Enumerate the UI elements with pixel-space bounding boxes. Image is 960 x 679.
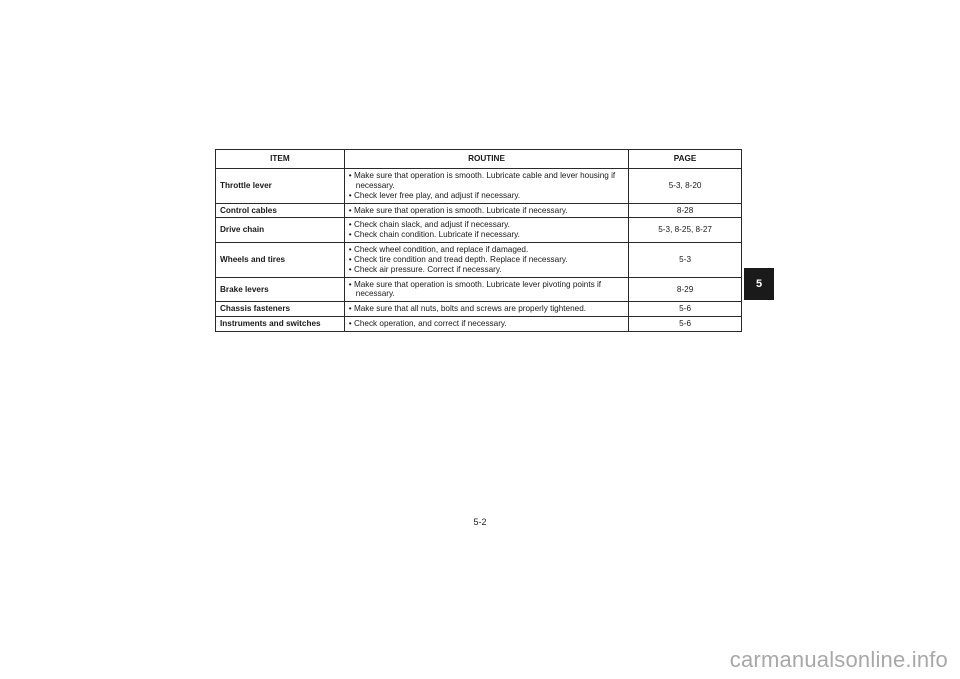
table-row <box>216 169 742 204</box>
table-row <box>216 317 742 332</box>
routine-line: • Check wheel condition, and replace if damaged. <box>348 245 529 255</box>
routine-cell <box>344 218 628 243</box>
table-row <box>216 302 742 317</box>
page-ref-cell: 8-28 <box>629 203 742 218</box>
page-ref-cell: 8-29 <box>629 277 742 302</box>
page-ref-cell: 5-3, 8-25, 8-27 <box>629 218 742 243</box>
table-row <box>216 218 742 243</box>
routine-cell <box>344 277 628 302</box>
maintenance-table <box>215 149 742 332</box>
routine-line: • Check chain condition. Lubricate if necessary. <box>348 230 520 240</box>
item-cell: Control cables <box>216 203 345 218</box>
routine-cell <box>344 302 628 317</box>
routine-cell <box>344 203 628 218</box>
page-ref-cell: 5-6 <box>629 302 742 317</box>
routine-line: • Make sure that operation is smooth. Lubricate cable and lever housing if necessary. <box>348 171 616 190</box>
routine-line: • Make sure that all nuts, bolts and screws are properly tightened. <box>348 304 587 314</box>
item-cell: Wheels and tires <box>216 243 345 278</box>
item-cell: Brake levers <box>216 277 345 302</box>
routine-cell <box>344 317 628 332</box>
item-cell: Chassis fasteners <box>216 302 345 317</box>
table-header-row <box>216 150 742 169</box>
header-page: PAGE <box>629 150 742 169</box>
routine-line: • Check chain slack, and adjust if necessary. <box>348 220 510 230</box>
page-ref-cell: 5-6 <box>629 317 742 332</box>
table-row <box>216 243 742 278</box>
routine-line: • Check operation, and correct if necessary. <box>348 319 507 329</box>
routine-line: • Check lever free play, and adjust if necessary. <box>348 190 521 200</box>
routine-line: • Check air pressure. Correct if necessary. <box>348 264 502 274</box>
routine-cell <box>344 243 628 278</box>
routine-cell <box>344 169 628 204</box>
table-row <box>216 203 742 218</box>
page-ref-cell: 5-3 <box>629 243 742 278</box>
routine-line: • Make sure that operation is smooth. Lubricate if necessary. <box>348 205 568 215</box>
page-number: 5-2 <box>473 517 487 527</box>
header-item: ITEM <box>216 150 345 169</box>
item-cell: Throttle lever <box>216 169 345 204</box>
item-cell: Drive chain <box>216 218 345 243</box>
chapter-tab: 5 <box>744 268 774 300</box>
header-routine: ROUTINE <box>344 150 628 169</box>
routine-line: • Check tire condition and tread depth. Replace if necessary. <box>348 254 568 264</box>
page-ref-cell: 5-3, 8-20 <box>629 169 742 204</box>
item-cell: Instruments and switches <box>216 317 345 332</box>
routine-line: • Make sure that operation is smooth. Lubricate lever pivoting points if necessary. <box>348 279 602 299</box>
table-row <box>216 277 742 302</box>
watermark-text: carmanualsonline.info <box>729 647 948 672</box>
